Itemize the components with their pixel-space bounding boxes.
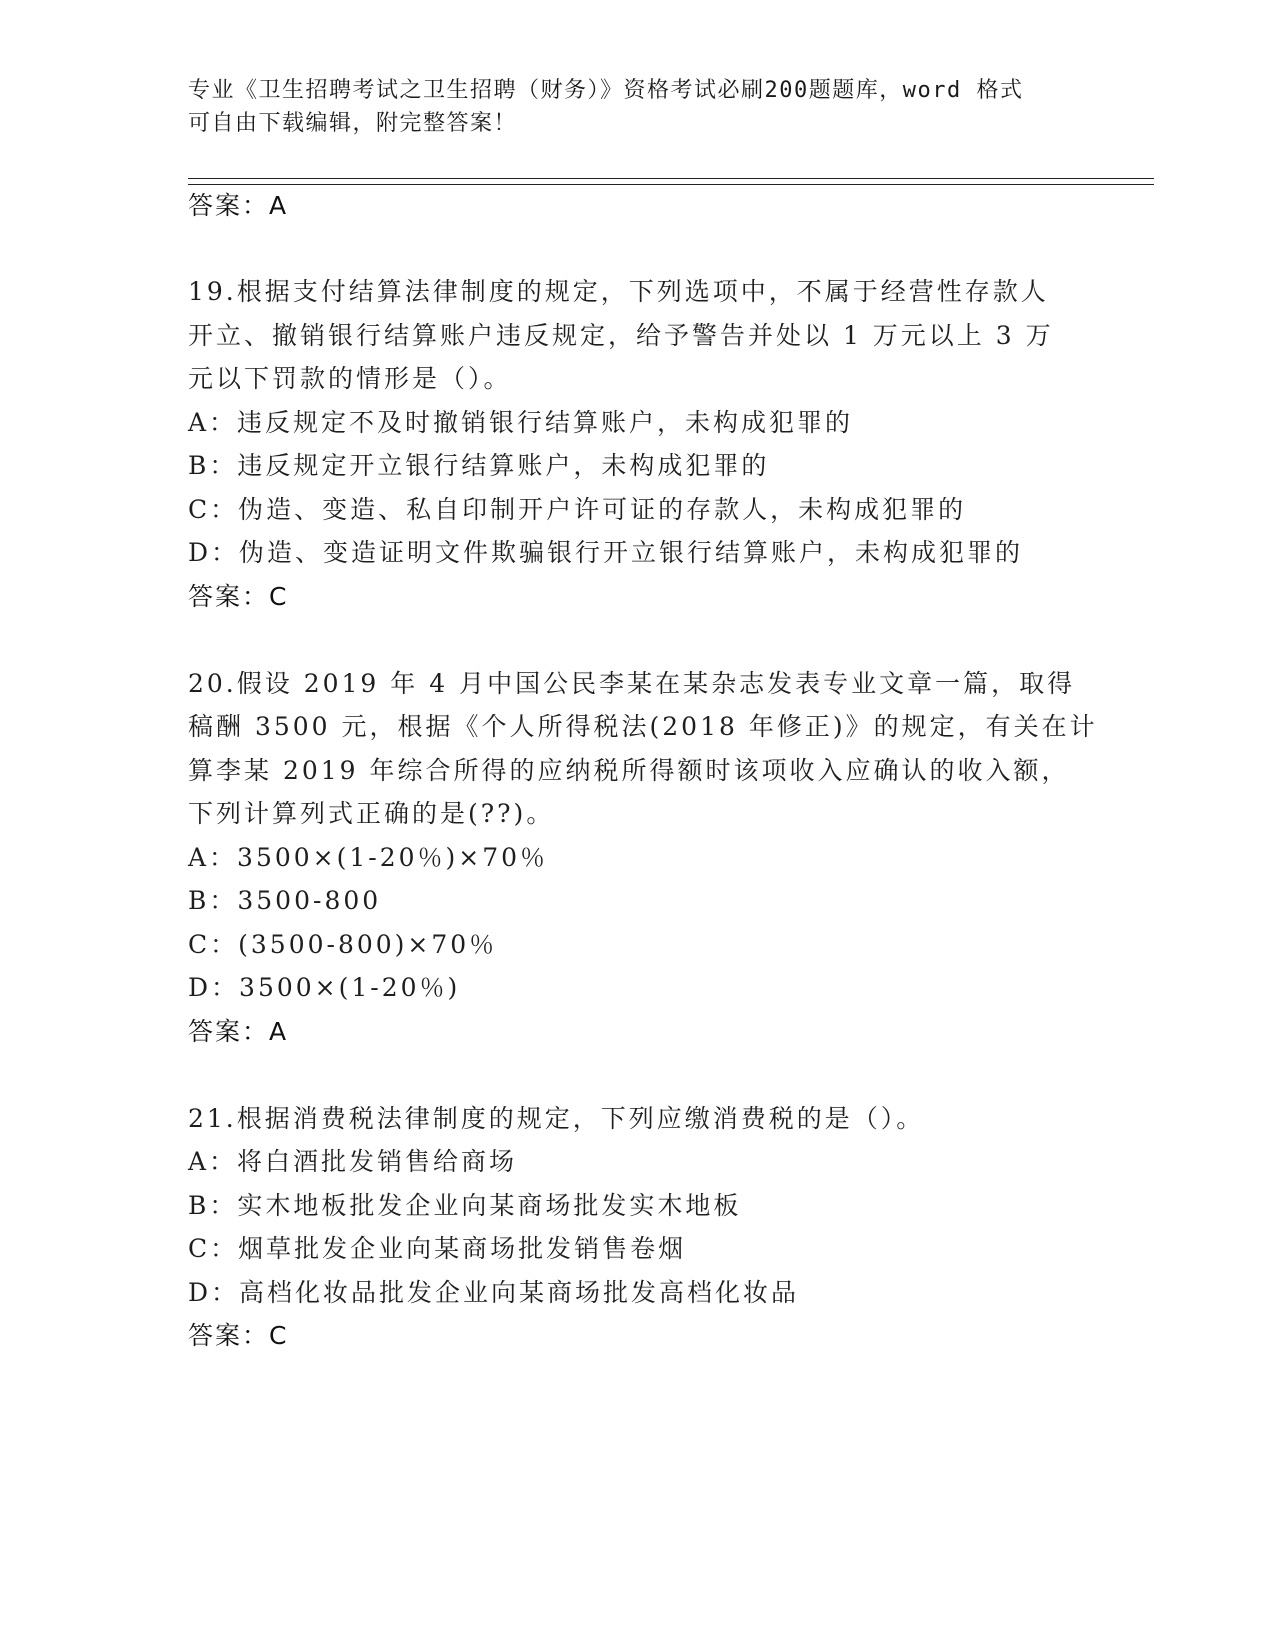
option-d: D：伪造、变造证明文件欺骗银行开立银行结算账户，未构成犯罪的 [188, 538, 1024, 567]
answer-line: 答案：A [188, 191, 289, 220]
header-line-2: 可自由下载编辑，附完整答案！ [188, 111, 518, 136]
option-b: B：违反规定开立银行结算账户，未构成犯罪的 [188, 451, 770, 480]
option-b: B：实木地板批发企业向某商场批发实木地板 [188, 1191, 742, 1220]
question-text-line: 稿酬 3500 元，根据《个人所得税法(2018 年修正)》的规定，有关在计 [188, 712, 1098, 741]
document-header [188, 74, 1088, 140]
option-b: B：3500-800 [188, 886, 382, 915]
answer-line: 答案：C [188, 1321, 289, 1350]
option-c: C：(3500-800)×70％ [188, 930, 498, 959]
option-c: C：伪造、变造、私自印制开户许可证的存款人，未构成犯罪的 [188, 495, 967, 524]
option-c: C：烟草批发企业向某商场批发销售卷烟 [188, 1234, 687, 1263]
question-text-line: 算李某 2019 年综合所得的应纳税所得额时该项收入应确认的收入额， [188, 756, 1070, 785]
question-text-line: 下列计算列式正确的是(??)。 [188, 799, 555, 828]
option-a: A：将白酒批发销售给商场 [188, 1147, 518, 1176]
question-text-line: 开立、撤销银行结算账户违反规定，给予警告并处以 1 万元以上 3 万 [188, 321, 1054, 350]
question-text-line: 19.根据支付结算法律制度的规定，下列选项中，不属于经营性存款人 [188, 277, 1049, 306]
answer-line: 答案：C [188, 582, 289, 611]
header-divider-top [188, 178, 1154, 179]
option-a: A：违反规定不及时撤销银行结算账户，未构成犯罪的 [188, 408, 854, 437]
question-text-line: 元以下罚款的情形是（）。 [188, 364, 512, 393]
option-d: D：高档化妆品批发企业向某商场批发高档化妆品 [188, 1278, 800, 1307]
question-text-line: 20.假设 2019 年 4 月中国公民李某在某杂志发表专业文章一篇，取得 [188, 669, 1076, 698]
header-divider-bottom [188, 184, 1154, 185]
option-a: A：3500×(1-20％)×70％ [188, 843, 549, 872]
question-text-line: 21.根据消费税法律制度的规定，下列应缴消费税的是（）。 [188, 1104, 925, 1133]
header-line-1: 专业《卫生招聘考试之卫生招聘（财务）》资格考试必刷200题题库，word 格式 [188, 78, 1024, 103]
option-d: D：3500×(1-20％) [188, 973, 461, 1002]
answer-line: 答案：A [188, 1017, 289, 1046]
